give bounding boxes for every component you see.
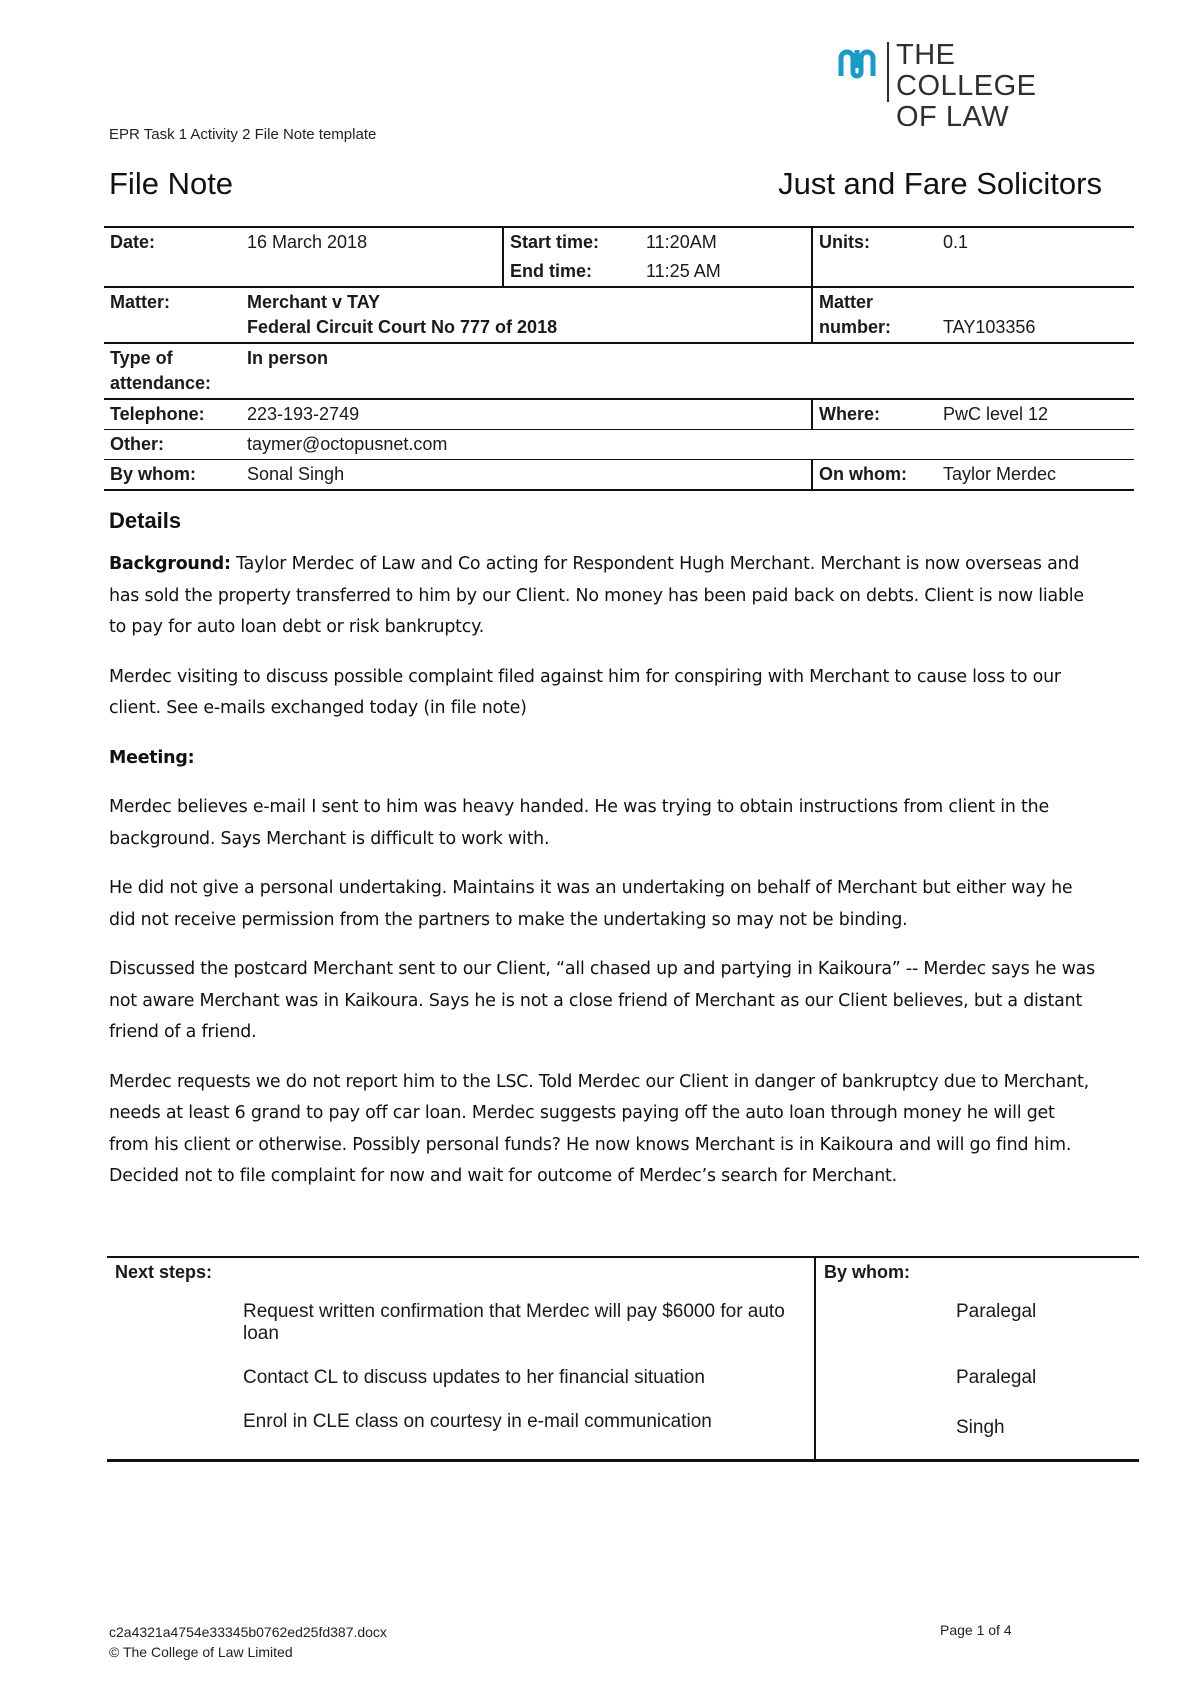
telephone-value: 223-193-2749 (241, 399, 812, 430)
where-label: Where: (819, 404, 881, 424)
college-logo-icon (838, 46, 878, 86)
firm-name: Just and Fare Solicitors (778, 166, 1102, 201)
template-label: EPR Task 1 Activity 2 File Note template (109, 126, 377, 143)
attendance-type-label-2: attendance: (110, 373, 212, 393)
table-row (107, 1407, 1139, 1461)
table-row (107, 1363, 1139, 1407)
table-row (107, 1297, 1139, 1363)
other-value: taymer@octopusnet.com (247, 434, 448, 454)
page-number: Page 1 of 4 (940, 1622, 1012, 1638)
logo-line-1: THE COLLEGE (896, 39, 1037, 102)
matter-number-label (812, 287, 937, 343)
start-time-value: 11:20AM (640, 227, 812, 257)
next-step-owner: Paralegal (956, 1367, 1037, 1388)
details-heading: Details (109, 508, 182, 533)
footer-copyright: © The College of Law Limited (109, 1644, 293, 1660)
attendance-type-label-1: Type of (110, 348, 173, 368)
logo-line-2: OF LAW (896, 101, 1010, 133)
background-text: Taylor Merdec of Law and Co acting for Respondent Hugh Merchant. Merchant is now overseas and has sold the property transferred to him by our Client. No money has been paid back on debts. Client is now liable to pay for auto loan debt or risk bankruptcy. (109, 554, 1084, 637)
next-steps-table (107, 1256, 1139, 1462)
meeting-paragraph-3: Discussed the postcard Merchant sent to our Client, “all chased up and partying in Kaikoura” -- Merdec says he was not aware Merchant was in Kaikoura. Says he is not a close friend of Merchant as our Client believes, but a distant friend of a friend. (109, 959, 1095, 1042)
matter-name: Merchant v TAY (247, 292, 381, 312)
date-value: 16 March 2018 (241, 227, 503, 257)
on-whom-label: On whom: (819, 464, 907, 484)
matter-number-label-1: Matter (819, 292, 874, 312)
where-value: PwC level 12 (943, 404, 1049, 424)
meeting-label: Meeting: (109, 747, 195, 768)
meeting-paragraph-4: Merdec requests we do not report him to the LSC. Told Merdec our Client in danger of bankruptcy due to Merchant, needs at least 6 grand to pay off car loan. Merdec suggests paying off the auto loan through money he will get from his client or otherwise. Possibly personal funds? He now knows Merchant is in Kaikoura and will go find him. Decided not to file complaint for now and wait for outcome of Merdec’s search for Merchant. (109, 1071, 1089, 1186)
meeting-paragraph-1: Merdec believes e-mail I sent to him was heavy handed. He was trying to obtain instructions from client in the background. Says Merchant is difficult to work with. (109, 797, 1049, 849)
telephone-label: Telephone: (110, 404, 205, 424)
background-paragraph (109, 549, 1099, 644)
matter-label: Matter: (110, 292, 171, 312)
attendance-type-value: In person (247, 348, 329, 368)
next-step-text: Enrol in CLE class on courtesy in e-mail communication (235, 1407, 815, 1461)
other-label: Other: (110, 434, 164, 454)
by-whom-value: Sonal Singh (241, 460, 812, 491)
matter-value (241, 287, 812, 343)
by-whom-label: By whom: (110, 464, 197, 484)
logo-divider (887, 42, 889, 102)
on-whom-value: Taylor Merdec (943, 464, 1057, 484)
footer-left (109, 1622, 387, 1662)
attendance-type-label (104, 343, 241, 399)
next-step-owner: Singh (956, 1417, 1005, 1438)
page-title: File Note (109, 166, 234, 201)
college-of-law-logo (838, 39, 1100, 133)
next-step-text: Contact CL to discuss updates to her financial situation (235, 1363, 815, 1407)
matter-number-label-2: number: (819, 317, 891, 337)
next-steps-by-whom-heading: By whom: (824, 1262, 911, 1282)
logo-wordmark (896, 40, 1100, 133)
visit-paragraph: Merdec visiting to discuss possible complaint filed against him for conspiring with Merchant to cause loss to our client. See e-mails exchanged today (in file note) (109, 666, 1061, 718)
matter-number-value: TAY103356 (943, 317, 1036, 337)
units-value: 0.1 (943, 232, 969, 252)
matter-court: Federal Circuit Court No 777 of 2018 (247, 317, 558, 337)
footer-filename: c2a4321a4754e33345b0762ed25fd387.docx (109, 1624, 387, 1640)
units-label: Units: (819, 232, 870, 252)
end-time-label: End time: (510, 261, 593, 281)
background-label: Background: (109, 554, 231, 574)
next-step-owner: Paralegal (956, 1301, 1037, 1322)
details-body (109, 549, 1099, 1193)
start-time-label: Start time: (510, 232, 600, 252)
date-label: Date: (110, 232, 156, 252)
meeting-paragraph-2: He did not give a personal undertaking. Maintains it was an undertaking on behalf of Merchant but either way he did not receive permission from the partners to make the undertaking so may not be binding. (109, 878, 1073, 930)
end-time-value: 11:25 AM (640, 257, 812, 287)
next-steps-heading: Next steps: (107, 1257, 815, 1297)
next-step-text: Request written confirmation that Merdec will pay $6000 for auto loan (235, 1297, 815, 1363)
file-note-header-table (104, 226, 1134, 491)
